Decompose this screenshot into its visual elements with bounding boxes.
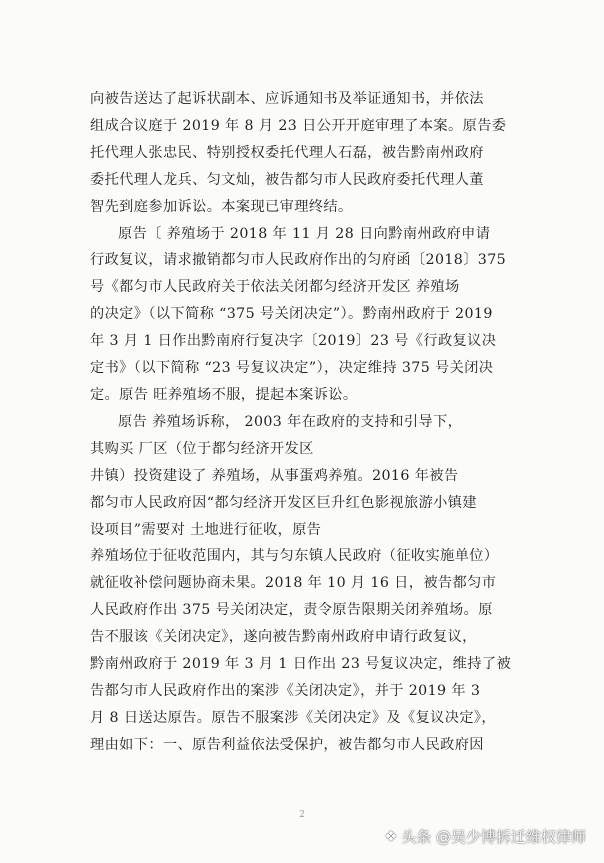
text-line: 井镇）投资建设了 养殖场，从事蛋鸡养殖。2016 年被告	[90, 467, 459, 484]
text-line: 行政复议，请求撤销都匀市人民政府作出的匀府函〔2018〕375	[90, 252, 507, 269]
text-line: 定。原告 旺养殖场不服，提起本案诉讼。	[90, 386, 358, 403]
watermark	[385, 826, 586, 847]
text-line: 的决定》（以下简称 “375 号关闭决定”）。黔南州政府于 2019	[90, 306, 493, 323]
text-line: 告都匀市人民政府作出的案涉《关闭决定》，并于 2019 年 3	[90, 682, 481, 699]
text-line: 告不服该《关闭决定》，遂向被告黔南州政府申请行政复议，	[90, 629, 477, 646]
text-line: 就征收补偿问题协商未果。2018 年 10 月 16 日，被告都匀市	[90, 575, 497, 592]
headline-icon: ❖	[384, 828, 398, 845]
text-line: 黔南州政府于 2019 年 3 月 1 日作出 23 号复议决定，维持了被	[90, 656, 512, 673]
text-line: 委托代理人龙兵、匀文灿，被告都匀市人民政府委托代理人董	[90, 171, 484, 188]
page-number: 2	[299, 810, 305, 820]
text-line: 其购买 厂区（位于都匀经济开发区	[90, 440, 314, 457]
document-body	[90, 86, 540, 759]
text-line: 向被告送达了起诉状副本、应诉通知书及举证通知书，并依法	[90, 91, 484, 107]
text-line: 养殖场位于征收范围内，其与匀东镇人民政府（征收实施单位）	[90, 548, 499, 565]
text-line: 定书》（以下简称 “23 号复议决定”），决定维持 375 号关闭决	[90, 360, 494, 377]
text-line: 托代理人张忠民、特别授权委托代理人石磊，被告黔南州政府	[90, 144, 484, 161]
paragraph	[90, 86, 540, 221]
text-line: 年 3 月 1 日作出黔南府行复决字〔2019〕23 号《行政复议决	[90, 333, 497, 350]
text-line: 组成合议庭于 2019 年 8 月 23 日公开开庭审理了本案。原告委	[90, 117, 507, 134]
text-line: 都匀市人民政府因“都匀经济开发区巨升红色影视旅游小镇建	[90, 494, 477, 511]
text-line: 理由如下：一、原告利益依法受保护，被告都匀市人民政府因	[90, 736, 484, 753]
text-line: 月 8 日送达原告。原告不服案涉《关闭决定》及《复议决定》，	[90, 709, 497, 726]
paragraph	[90, 409, 540, 759]
text-line: 原告〔 养殖场于 2018 年 11 月 28 日向黔南州政府申请	[118, 225, 491, 242]
text-line: 智先到庭参加诉讼。本案现已审理终结。	[90, 198, 353, 215]
text-line: 人民政府作出 375 号关闭决定，责令原告限期关闭养殖场。原	[90, 602, 493, 619]
text-line: 设项目”需要对 土地进行征收，原告	[90, 521, 322, 538]
watermark-text: 头条 @吴少博拆迁维权律师	[401, 828, 586, 846]
text-line: 号《都匀市人民政府关于依法关闭都匀经济开发区 养殖场	[90, 279, 460, 296]
text-line: 原告 养殖场诉称， 2003 年在政府的支持和引导下，	[118, 413, 463, 430]
paragraph	[90, 221, 540, 409]
